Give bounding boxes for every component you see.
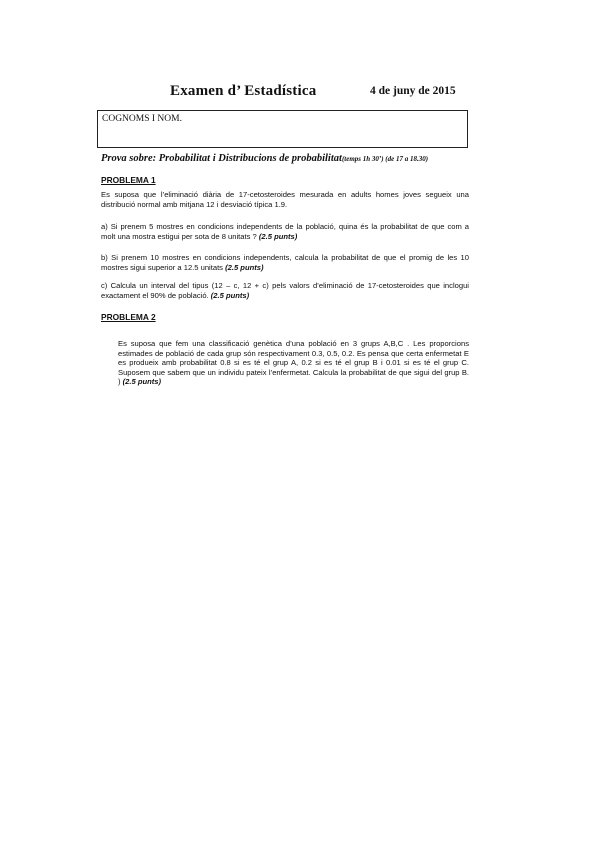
problem-2-points: (2.5 punts) bbox=[122, 377, 162, 387]
problem-1-part-c-text: c) Calcula un interval del tipus (12 – c, 12 + c) pels valors d’eliminació de 17-cetosteroides que inclogui exactament el 90% de població. bbox=[101, 281, 469, 300]
exam-title: Examen d’ Estadística bbox=[170, 83, 317, 99]
exam-subject: Prova sobre: Probabilitat i Distribucions de probabilitat bbox=[101, 153, 342, 164]
problem-2-body bbox=[118, 339, 469, 387]
problem-1-heading: PROBLEMA 1 bbox=[101, 175, 156, 185]
name-field-box bbox=[97, 110, 468, 148]
problem-1-part-c-points: (2.5 punts) bbox=[210, 290, 250, 300]
problem-1-part-a-points: (2.5 punts) bbox=[258, 231, 298, 241]
problem-1-part-c bbox=[101, 281, 469, 300]
problem-1-part-b-points: (2.5 punts) bbox=[225, 262, 264, 272]
exam-time: (temps 1h 30’) (de 17 a 18.30) bbox=[341, 155, 429, 163]
problem-2-text: Es suposa que fem una classificació genètica d’una població en 3 grups A,B,C . Les proporcions estimades de població de cada grup són respectivament 0.3, 0.5, 0.2. Es pensa que certa enfermetat E es produeix amb probabilitat 0.8 si es té el grup A, 0.2 si es té el grup B i 0.01 si es té el grup C. Suposem que sabem que un individu pateix l’enfermetat. Calcula la probabilitat de que sigui del grup B. ) bbox=[118, 339, 469, 387]
exam-subject-line bbox=[101, 153, 428, 164]
exam-date: 4 de juny de 2015 bbox=[370, 85, 456, 97]
problem-1-part-a-text: a) Si prenem 5 mostres en condicions independents de la població, quina és la probabilitat de que com a molt una mostra estigui per sota de 8 unitats ? bbox=[101, 222, 469, 241]
problem-2-heading: PROBLEMA 2 bbox=[101, 312, 156, 322]
problem-1-part-a bbox=[101, 222, 469, 241]
problem-1-intro: Es suposa que l’eliminació diària de 17-cetosteroides mesurada en adults homes joves segueix una distribució normal amb mitjana 12 i desviació típica 1.9. bbox=[101, 190, 469, 209]
problem-1-part-b bbox=[101, 253, 469, 272]
problem-1-part-b-text: b) Si prenem 10 mostres en condicions independents, calcula la probabilitat de que el promig de les 10 mostres sigui superior a 12.5 unitats bbox=[101, 253, 469, 272]
name-field-label: COGNOMS I NOM. bbox=[102, 114, 182, 124]
